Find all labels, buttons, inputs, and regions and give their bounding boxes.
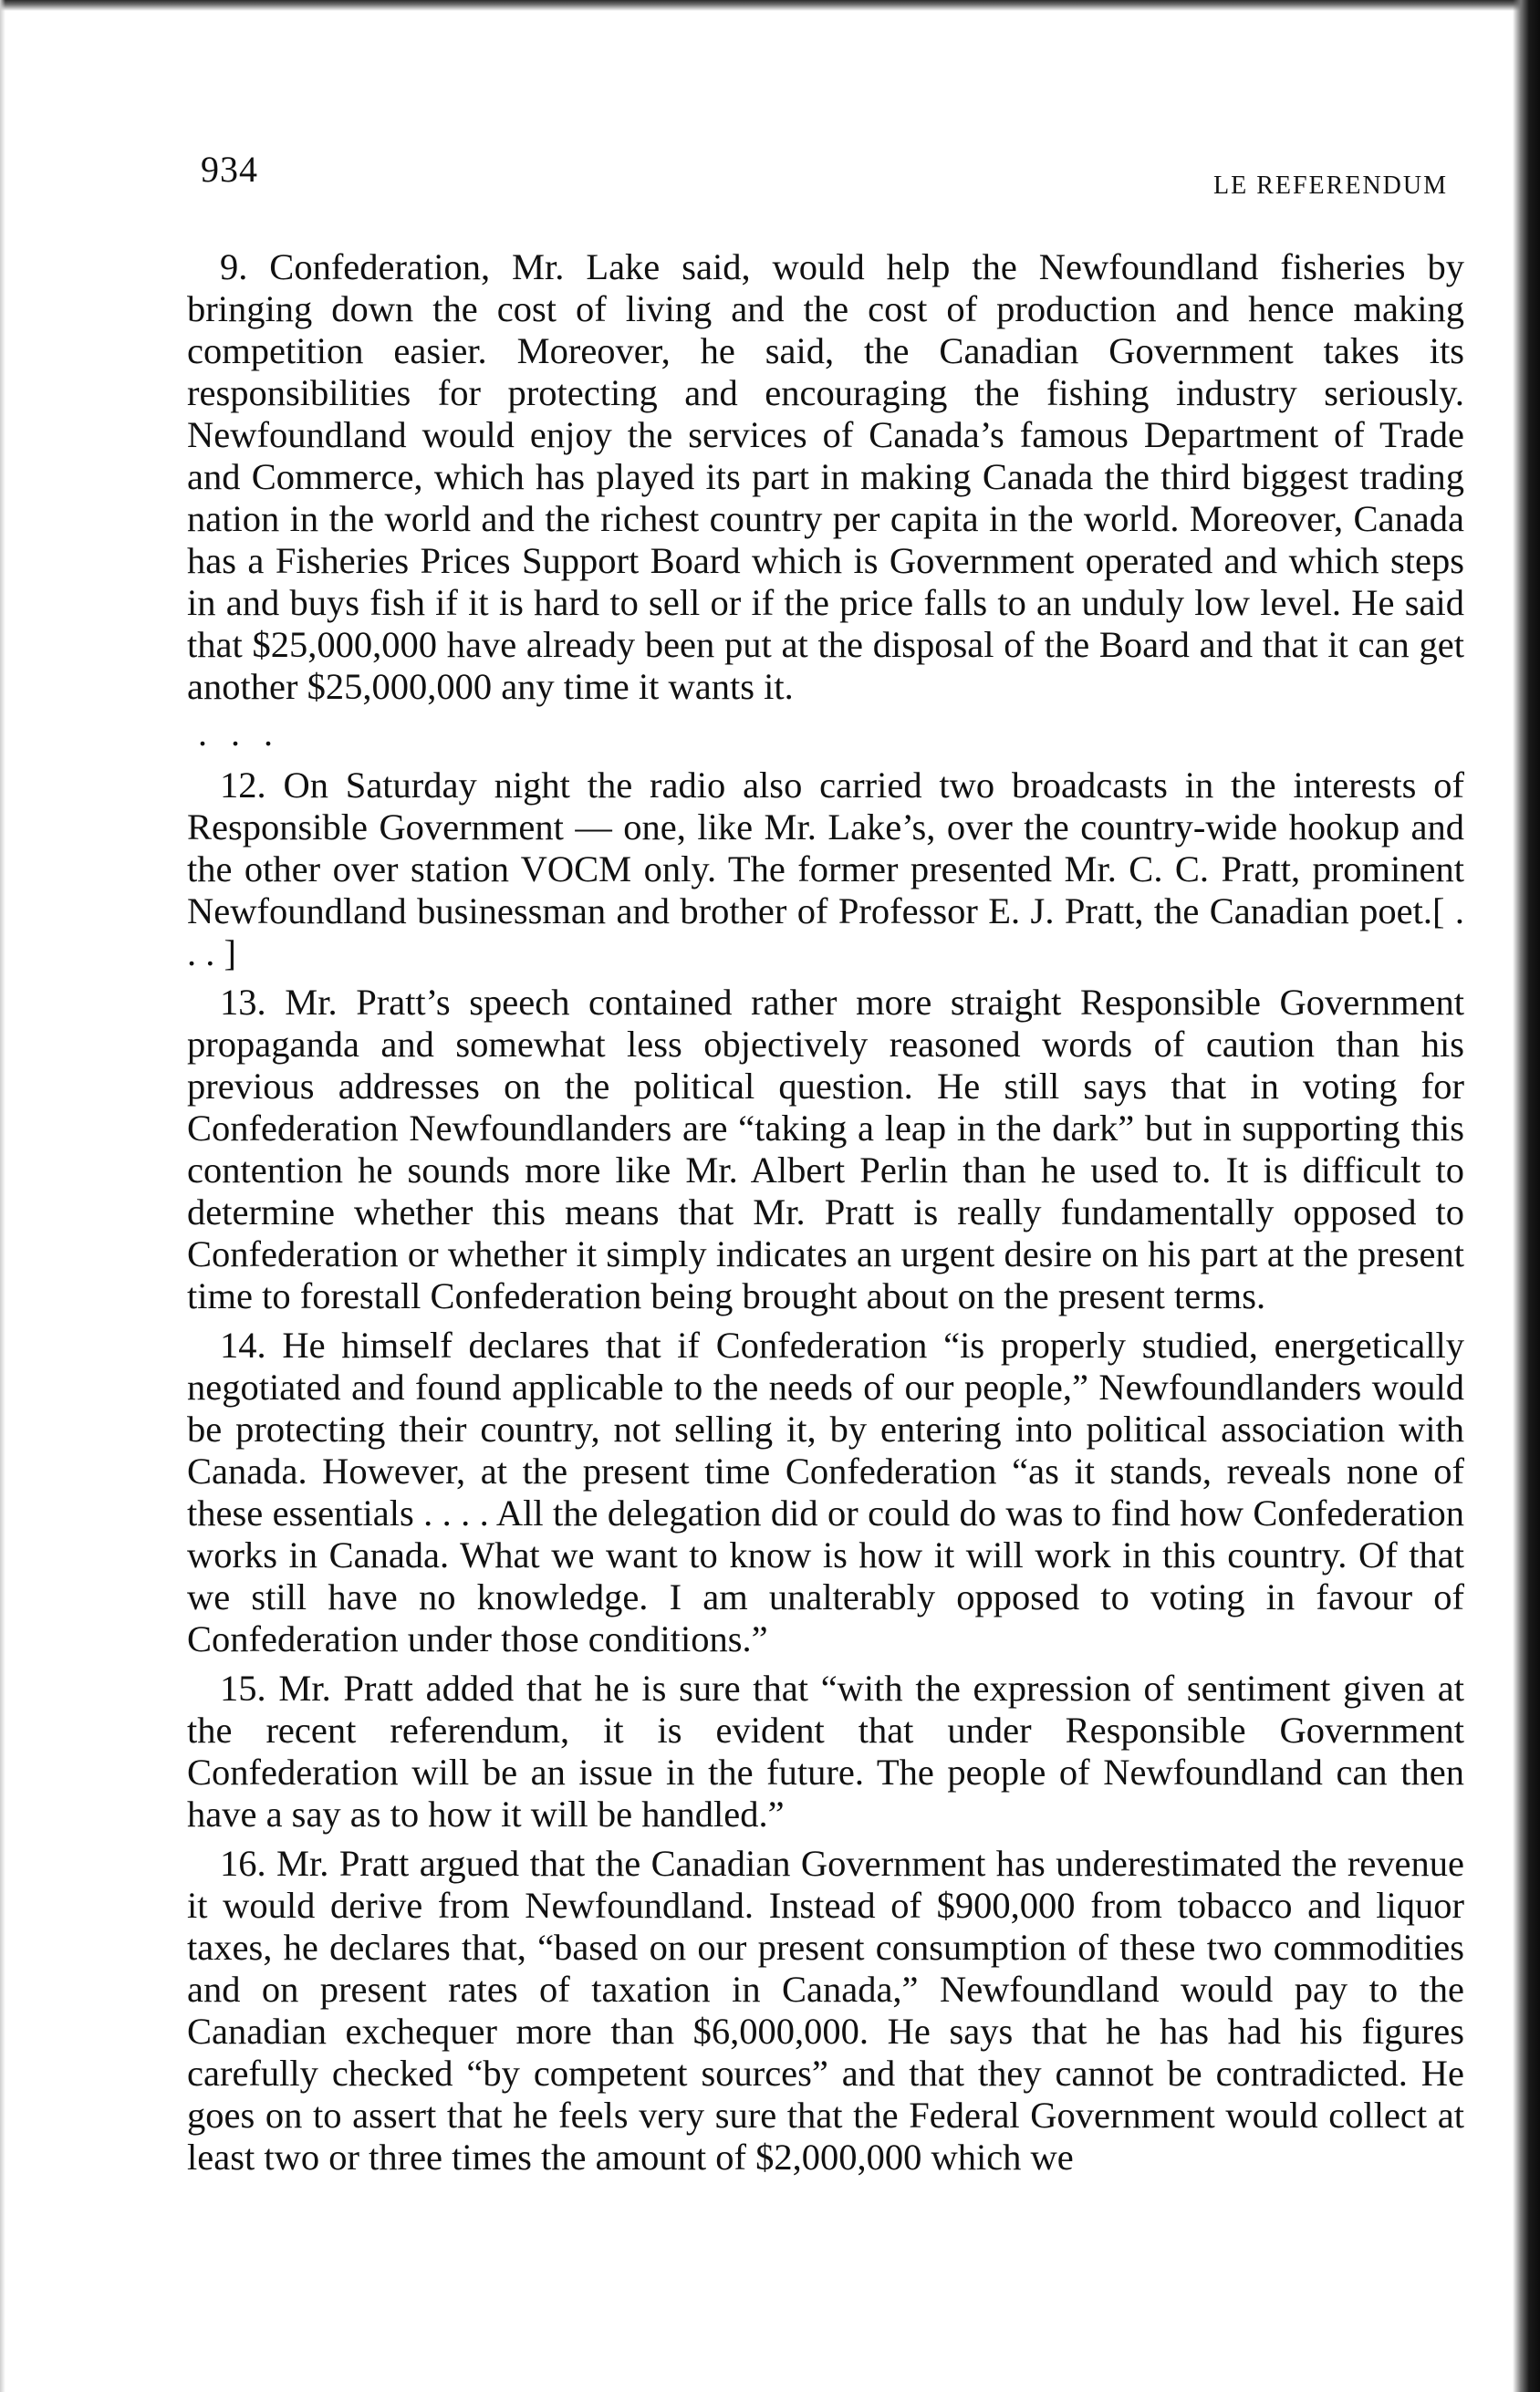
omission-ellipsis: . . . xyxy=(198,712,280,754)
paragraph-14: 14. He himself declares that if Confederation “is properly studied, energetically negotiated and found applicable to the needs of our people,” Newfoundlanders would be protecting their country, not selling it, by entering into political association with Canada. However, at the present time Confederation “as it stands, reveals none of these essentials . . . . All the delegation did or could do was to find how Confederation works in Canada. What we want to know is how it will work in this country. Of that we still have no knowledge. I am unalterably opposed to voting in favour of Confederation under those conditions.” xyxy=(187,1325,1464,1659)
paragraph-9: 9. Confederation, Mr. Lake said, would help the Newfoundland fisheries by bringing down the cost of living and the cost of production and hence making competition easier. Moreover, he said, the Canadian Government takes its responsibilities for protecting and encouraging the fishing industry seriously. Newfoundland would enjoy the services of Canada’s famous Department of Trade and Commerce, which has played its part in making Canada the third biggest trading nation in the world and the richest country per capita in the world. Moreover, Canada has a Fisheries Prices Support Board which is Government operated and which steps in and buys fish if it is hard to sell or if the price falls to an unduly low level. He said that $25,000,000 have already been put at the disposal of the Board and that it can get another $25,000,000 any time it wants it. xyxy=(187,246,1464,707)
paragraph-16: 16. Mr. Pratt argued that the Canadian Government has underestimated the revenue it would derive from Newfoundland. Instead of $900,000 from tobacco and liquor taxes, he declares that, “based on our present consumption of these two commodities and on present rates of taxation in Canada,” Newfoundland would pay to the Canadian exchequer more than $6,000,000. He says that he has had his figures carefully checked “by competent sources” and that they cannot be contradicted. He goes on to assert that he feels very sure that the Federal Government would collect at least two or three times the amount of $2,000,000 which we xyxy=(187,1843,1464,2178)
scan-edge-left xyxy=(0,0,5,2392)
paragraph-12: 12. On Saturday night the radio also carried two broadcasts in the interests of Responsible Government — one, like Mr. Lake’s, over the country-wide hookup and the other over station VOCM only. The former presented Mr. C. C. Pratt, prominent Newfoundland businessman and brother of Professor E. J. Pratt, the Canadian poet.[ . . . ] xyxy=(187,764,1464,973)
running-head: LE REFERENDUM xyxy=(1213,172,1448,200)
scan-edge-top xyxy=(0,0,1540,11)
scan-edge-right xyxy=(1513,0,1540,2392)
paragraph-13: 13. Mr. Pratt’s speech contained rather more straight Responsible Government propaganda and somewhat less objectively reasoned words of caution than his previous addresses on the political question. He still says that in voting for Confederation Newfoundlanders are “taking a leap in the dark” but in supporting this contention he sounds more like Mr. Albert Perlin than he used to. It is difficult to determine whether this means that Mr. Pratt is really fundamentally opposed to Confederation or whether it simply indicates an urgent desire on his part at the present time to forestall Confederation being brought about on the present terms. xyxy=(187,982,1464,1316)
page-number: 934 xyxy=(201,149,258,190)
paragraph-15: 15. Mr. Pratt added that he is sure that “with the expression of sentiment given at the recent referendum, it is evident that under Responsible Government Confederation will be an issue in the future. The people of Newfoundland can then have a say as to how it will be handled.” xyxy=(187,1668,1464,1835)
body-text xyxy=(187,246,1464,2186)
